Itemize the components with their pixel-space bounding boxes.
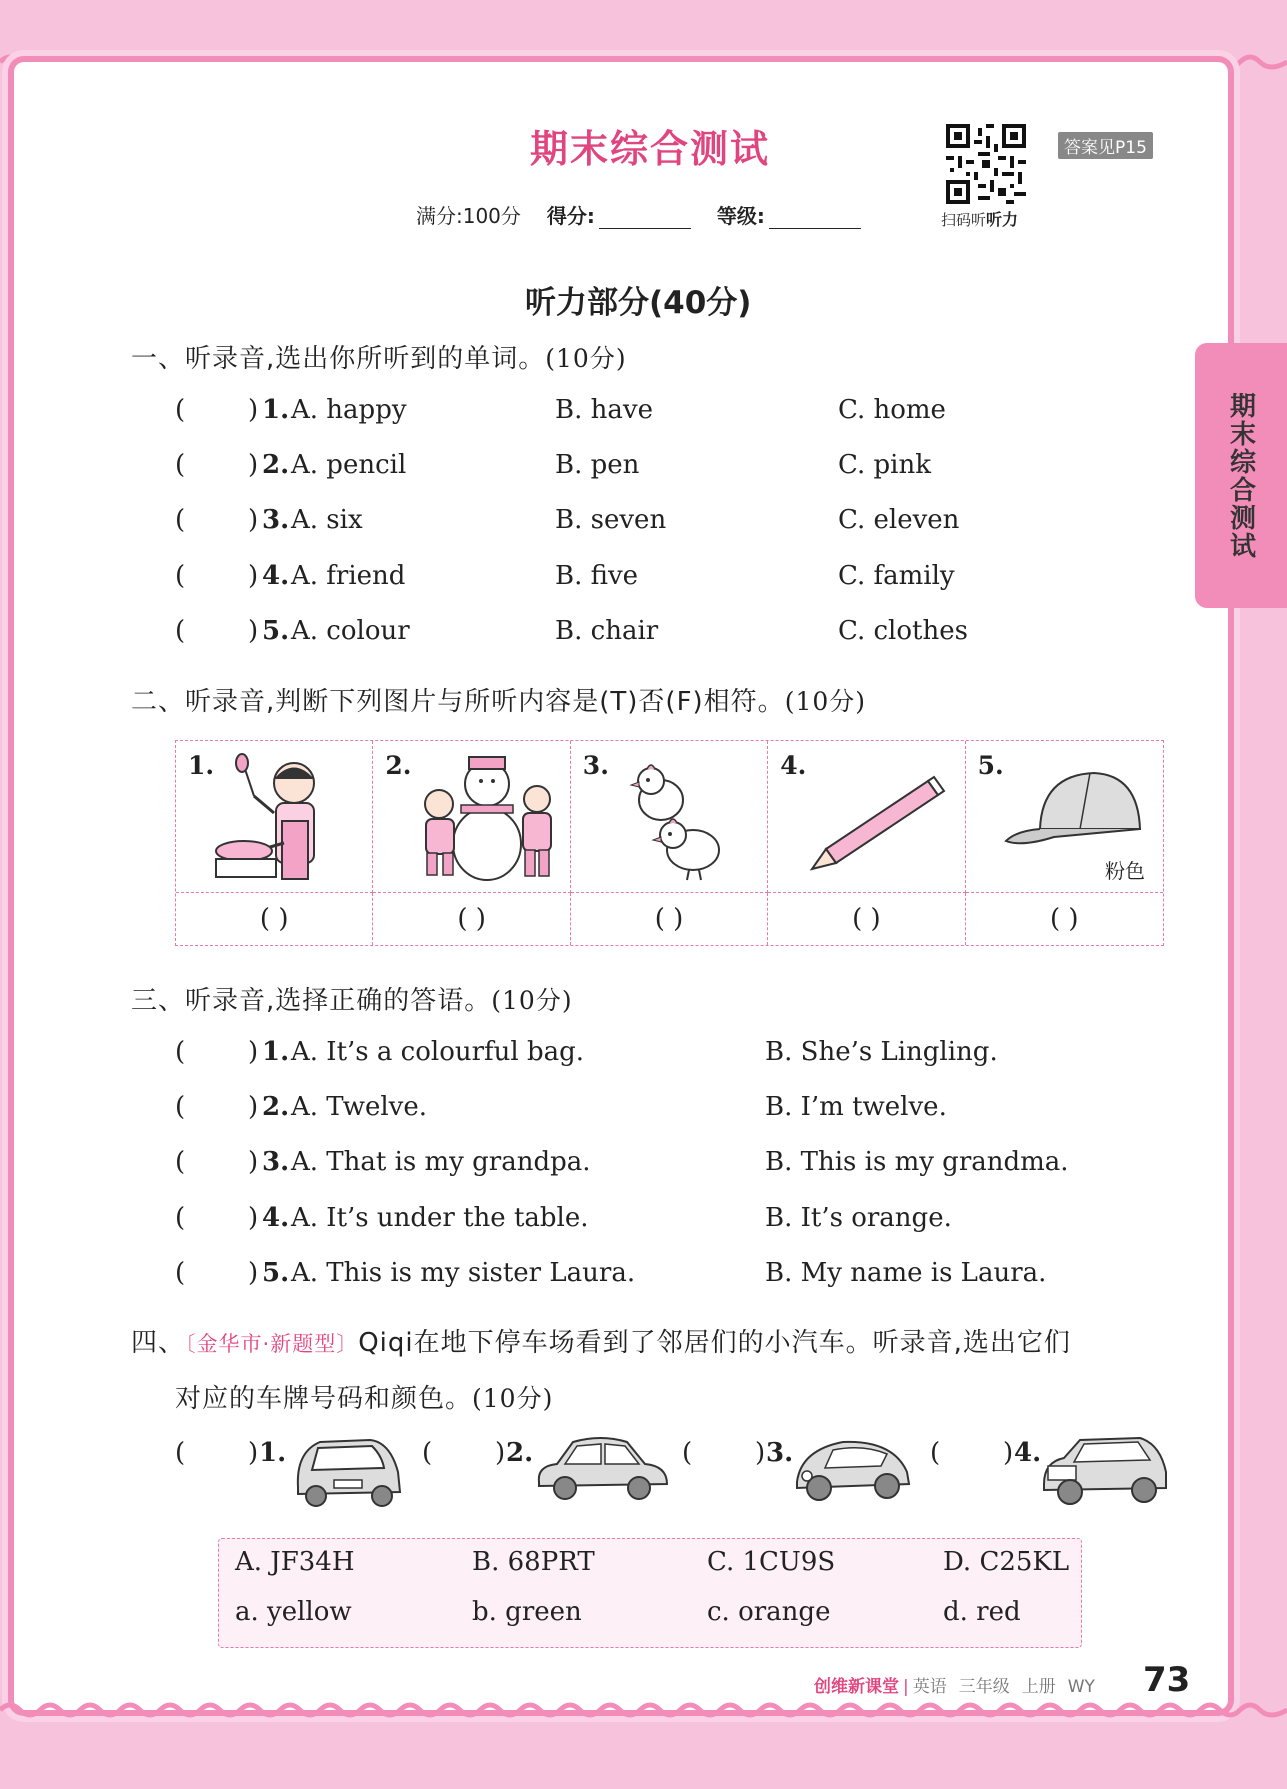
chicks-icon — [621, 755, 741, 885]
section-title: 听力部分(40分) — [525, 285, 752, 321]
answer-paren-open[interactable]: ( — [175, 1203, 186, 1233]
answer-paren-open[interactable]: ( — [930, 1438, 941, 1468]
picture-cell-5 — [966, 741, 1163, 893]
footer-volume: 上册 — [1021, 1677, 1056, 1697]
answer-paren-close: ) — [1003, 1438, 1014, 1468]
part4-heading-text: Qiqi在地下停车场看到了邻居们的小汽车。听录音,选出它们 — [358, 1328, 1071, 1358]
option-c: C. home — [838, 395, 946, 425]
score-blank[interactable] — [599, 200, 691, 229]
bottom-wave-border — [0, 1700, 1287, 1720]
color-option: d. red — [943, 1597, 1021, 1627]
option-b: B. chair — [555, 616, 659, 646]
option-c: C. clothes — [838, 616, 968, 646]
picture-cell-1 — [176, 741, 373, 893]
option-b: B. have — [555, 395, 653, 425]
option-a: A. six — [291, 505, 363, 535]
part3-heading-text: 三、听录音,选择正确的答语。 — [131, 986, 492, 1016]
answer-blank-2[interactable]: ( ) — [373, 893, 570, 945]
answer-paren-open[interactable]: ( — [175, 561, 186, 591]
page-number: 73 — [1143, 1660, 1191, 1700]
cap-color-label: 粉色 — [1104, 859, 1145, 883]
answer-paren-open[interactable]: ( — [422, 1438, 433, 1468]
picture-number: 2. — [385, 751, 412, 780]
item-number: 5. — [262, 616, 290, 646]
answer-paren-close: ) — [755, 1438, 766, 1468]
plate-option: D. C25KL — [943, 1547, 1070, 1577]
car-number: 4. — [1014, 1438, 1042, 1468]
option-c: C. eleven — [838, 505, 960, 535]
plate-option: B. 68PRT — [472, 1547, 595, 1577]
answer-paren-close: ) — [248, 616, 259, 646]
option-b: B. I’m twelve. — [765, 1092, 947, 1122]
option-a: A. happy — [291, 395, 407, 425]
option-a: A. Twelve. — [291, 1092, 428, 1122]
answer-paren-open[interactable]: ( — [175, 1258, 186, 1288]
answer-paren-close: ) — [248, 450, 259, 480]
part2-heading-text: 二、听录音,判断下列图片与所听内容是(T)否(F)相符。 — [131, 687, 785, 717]
car-number: 2. — [506, 1438, 534, 1468]
answer-paren-close: ) — [248, 1037, 259, 1067]
answer-paren-open[interactable]: ( — [175, 616, 186, 646]
plate-option: A. JF34H — [235, 1547, 355, 1577]
option-a: A. pencil — [291, 450, 407, 480]
item-number: 3. — [262, 505, 290, 535]
picture-number: 1. — [188, 751, 215, 780]
full-score: 满分:100分 — [416, 204, 521, 228]
item-number: 2. — [262, 450, 290, 480]
footer-grade: 三年级 — [958, 1677, 1010, 1697]
answer-paren-open[interactable]: ( — [175, 505, 186, 535]
car-number: 1. — [259, 1438, 287, 1468]
part1-heading-text: 一、听录音,选出你所听到的单词。 — [131, 344, 546, 374]
side-tab-label: 期末综合测试 — [1225, 391, 1256, 560]
option-b: B. five — [555, 561, 639, 591]
answer-paren-open[interactable]: ( — [175, 1438, 186, 1468]
small-car-icon — [290, 1432, 405, 1512]
grade-label: 等级: — [716, 204, 765, 228]
item-number: 1. — [262, 395, 290, 425]
option-b: B. seven — [555, 505, 667, 535]
item-number: 4. — [262, 1203, 290, 1233]
side-tab — [1195, 343, 1287, 608]
footer-separator: | — [903, 1677, 909, 1697]
answer-paren-close: ) — [248, 561, 259, 591]
item-number: 4. — [262, 561, 290, 591]
answer-badge: 答案见P15 — [1058, 132, 1153, 159]
answer-paren-close: ) — [248, 1203, 259, 1233]
item-number: 3. — [262, 1147, 290, 1177]
grade-blank[interactable] — [769, 200, 861, 229]
sedan-car-icon — [535, 1432, 670, 1504]
item-number: 1. — [262, 1037, 290, 1067]
qr-caption — [941, 207, 1018, 230]
option-a: A. It’s a colourful bag. — [291, 1037, 585, 1067]
answer-paren-open[interactable]: ( — [682, 1438, 693, 1468]
answer-paren-open[interactable]: ( — [175, 450, 186, 480]
part4-heading-line1 — [131, 1322, 1071, 1359]
color-option: b. green — [472, 1597, 582, 1627]
qr-code-icon[interactable] — [946, 124, 1026, 204]
option-a: A. That is my grandpa. — [291, 1147, 591, 1177]
picture-number: 3. — [582, 751, 609, 780]
snowman-kids-icon — [411, 749, 561, 887]
option-a: A. This is my sister Laura. — [291, 1258, 636, 1288]
answer-paren-close: ) — [248, 1438, 259, 1468]
part4-heading-line2 — [175, 1378, 553, 1415]
part4-points: (10分) — [472, 1384, 554, 1413]
picture-number: 5. — [977, 751, 1004, 780]
part1-heading — [131, 338, 627, 375]
option-b: B. It’s orange. — [765, 1203, 952, 1233]
option-b: B. pen — [555, 450, 640, 480]
answer-blank-3[interactable]: ( ) — [571, 893, 768, 945]
answer-paren-close: ) — [248, 1147, 259, 1177]
score-label: 得分: — [546, 204, 595, 228]
picture-table — [175, 740, 1164, 946]
option-a: A. friend — [291, 561, 406, 591]
answer-paren-open[interactable]: ( — [175, 1147, 186, 1177]
beetle-car-icon — [793, 1432, 913, 1507]
footer — [814, 1672, 1095, 1697]
part4-tag: 〔金华市·新题型〕 — [185, 1332, 359, 1356]
option-b: B. She’s Lingling. — [765, 1037, 998, 1067]
answer-blank-1[interactable]: ( ) — [176, 893, 373, 945]
part3-heading — [131, 980, 573, 1017]
pencil-icon — [808, 771, 948, 871]
part2-points: (10分) — [784, 687, 867, 716]
answer-paren-close: ) — [248, 1092, 259, 1122]
option-c: C. family — [838, 561, 955, 591]
option-c: C. pink — [838, 450, 931, 480]
option-a: A. colour — [291, 616, 410, 646]
color-option: c. orange — [707, 1597, 831, 1627]
answer-blank-5[interactable]: ( ) — [1050, 904, 1079, 934]
answer-paren-close: ) — [248, 395, 259, 425]
footer-brand: 创维新课堂 — [814, 1677, 899, 1697]
score-line — [416, 200, 861, 229]
boy-cooking-icon — [214, 751, 354, 886]
picture-number: 4. — [780, 751, 807, 780]
qr-caption-prefix: 扫码听 — [941, 211, 987, 229]
options-box — [218, 1538, 1082, 1648]
part3-points: (10分) — [491, 986, 573, 1015]
option-b: B. This is my grandma. — [765, 1147, 1069, 1177]
option-b: B. My name is Laura. — [765, 1258, 1047, 1288]
footer-subject: 英语 — [912, 1677, 947, 1697]
page-title: 期末综合测试 — [530, 127, 771, 171]
suv-car-icon — [1040, 1432, 1170, 1510]
answer-paren-close: ) — [248, 1258, 259, 1288]
picture-cell-3 — [571, 741, 768, 893]
answer-paren-open[interactable]: ( — [175, 1037, 186, 1067]
part4-heading-text-2: 对应的车牌号码和颜色。 — [175, 1384, 473, 1414]
picture-cell-2 — [373, 741, 570, 893]
answer-paren-open[interactable]: ( — [175, 1092, 186, 1122]
color-option: a. yellow — [235, 1597, 352, 1627]
answer-paren-open[interactable]: ( — [175, 395, 186, 425]
part4-prefix: 四、 — [131, 1328, 186, 1358]
part1-points: (10分) — [545, 344, 627, 373]
cap-icon — [1002, 767, 1142, 857]
answer-paren-close: ) — [248, 505, 259, 535]
option-a: A. It’s under the table. — [291, 1203, 589, 1233]
part2-heading — [131, 681, 866, 718]
answer-blank-4[interactable]: ( ) — [768, 893, 965, 945]
footer-edition: WY — [1067, 1677, 1095, 1697]
item-number: 2. — [262, 1092, 290, 1122]
item-number: 5. — [262, 1258, 290, 1288]
answer-paren-close: ) — [495, 1438, 506, 1468]
plate-option: C. 1CU9S — [707, 1547, 836, 1577]
picture-cell-4 — [768, 741, 965, 893]
car-number: 3. — [766, 1438, 794, 1468]
qr-caption-bold: 听力 — [986, 210, 1019, 229]
